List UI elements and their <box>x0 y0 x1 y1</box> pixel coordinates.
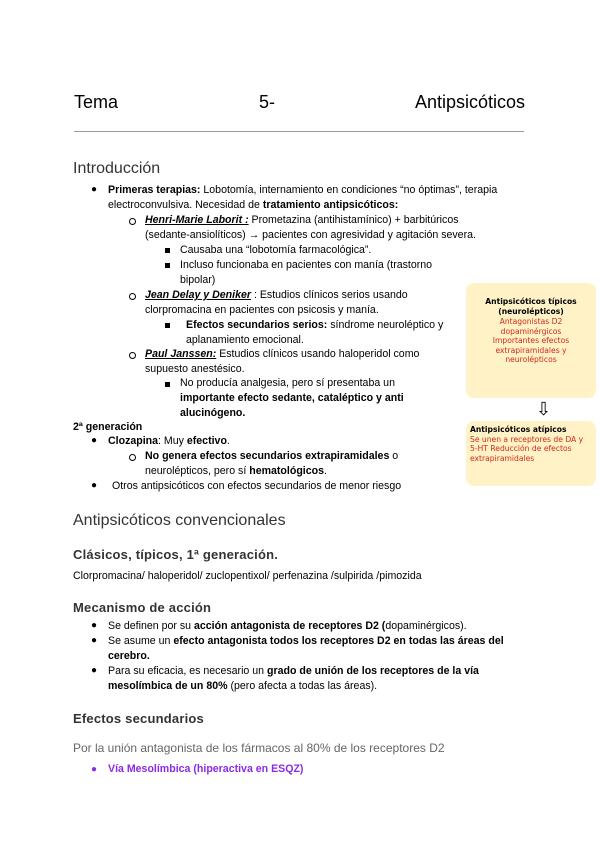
circle-bullet <box>129 293 136 300</box>
mechanism-1: Se definen por su acción antagonista de receptores D2 (dopaminérgicos). <box>108 620 467 632</box>
mechanism-title: Mecanismo de acción <box>73 600 212 615</box>
others-entry: Otros antipsicóticos con efectos secundarios de menor riesgo <box>112 480 402 492</box>
circle-bullet <box>129 218 136 225</box>
second-gen-title: 2ª generación <box>73 421 143 433</box>
classics-list: Clorpromacina/ haloperidol/ zuclopentixol/ perfenazina /sulpirida /pimozida <box>73 570 422 582</box>
square-bullet <box>165 248 170 253</box>
mechanism-3: Para su eficacia, es necesario un grado de unión de los receptores de la vía mesolímbica de un 80% (pero afecta a todas las áreas). <box>108 665 479 692</box>
section-conventional-title: Antipsicóticos convencionales <box>73 512 286 529</box>
delay-sub: Efectos secundarios serios: síndrome neuroléptico y aplanamiento emocional. <box>186 319 444 346</box>
janssen-sub: No producía analgesia, pero sí presentaba un importante efecto sedante, cataléptico y anti alucinógeno. <box>180 377 404 419</box>
bullet-dot: ● <box>91 764 98 775</box>
laborit-sub2: Incluso funcionaba en pacientes con manía (trastorno bipolar) <box>180 259 433 286</box>
side-effects-intro: Por la unión antagonista de los fármacos al 80% de los receptores D2 <box>73 741 445 755</box>
header-topic: Tema <box>74 92 119 112</box>
typical-note: Antipsicóticos típicos (neurolépticos) Antagonistas D2 dopaminérgicos Importantes efectos extrapiramidales y neurolépticos <box>466 283 596 398</box>
square-bullet <box>165 263 170 268</box>
section-intro-title: Introducción <box>73 160 161 177</box>
clozapine-entry: Clozapina: Muy efectivo. <box>108 435 230 447</box>
header-number: 5- <box>259 92 276 112</box>
laborit-entry: Henri-Marie Laborit : Prometazina (antihistamínico) + barbitúricos (sedante-ansiolíticos) → pacientes con agresividad y agitación severa. <box>145 214 476 241</box>
bullet-dot: ● <box>91 480 98 491</box>
delay-entry: Jean Delay y Deniker : Estudios clínicos serios usando clorpromacina en pacientes con psicosis y manía. <box>145 289 408 316</box>
square-bullet <box>165 382 170 387</box>
bullet-dot: ● <box>91 665 98 676</box>
mesolimbic-pathway: Vía Mesolímbica (hiperactiva en ESQZ) <box>108 763 304 775</box>
circle-bullet <box>129 454 136 461</box>
bullet-dot: ● <box>91 184 98 195</box>
arrow-down-icon: ⇩ <box>536 399 552 419</box>
bullet-dot: ● <box>91 635 98 646</box>
side-effects-title: Efectos secundarios <box>73 711 204 726</box>
atypical-note: Antipsicóticos atípicos Se unen a receptores de DA y 5-HT Reducción de efectos extrapiramidales <box>466 421 596 486</box>
laborit-sub1: Causaba una “lobotomía farmacológica”. <box>180 244 372 256</box>
bullet-dot: ● <box>91 435 98 446</box>
bullet-dot: ● <box>91 620 98 631</box>
header-title: Antipsicóticos <box>415 92 526 112</box>
classics-title: Clásicos, típicos, 1ª generación. <box>73 547 279 562</box>
janssen-entry: Paul Janssen: Estudios clínicos usando haloperidol como supuesto anestésico. <box>145 348 420 375</box>
clozapine-sub: No genera efectos secundarios extrapiramidales o neurolépticos, pero sí hematológicos. <box>145 450 399 477</box>
first-therapies: Primeras terapias: Lobotomía, internamiento en condiciones “no óptimas”, terapia electroconvulsiva. Necesidad de tratamiento antipsicóticos: <box>108 184 498 211</box>
circle-bullet <box>129 352 136 359</box>
square-bullet <box>165 323 170 328</box>
header-divider <box>74 131 524 132</box>
mechanism-2: Se asume un efecto antagonista todos los receptores D2 en todas las áreas del cerebro. <box>108 635 504 662</box>
